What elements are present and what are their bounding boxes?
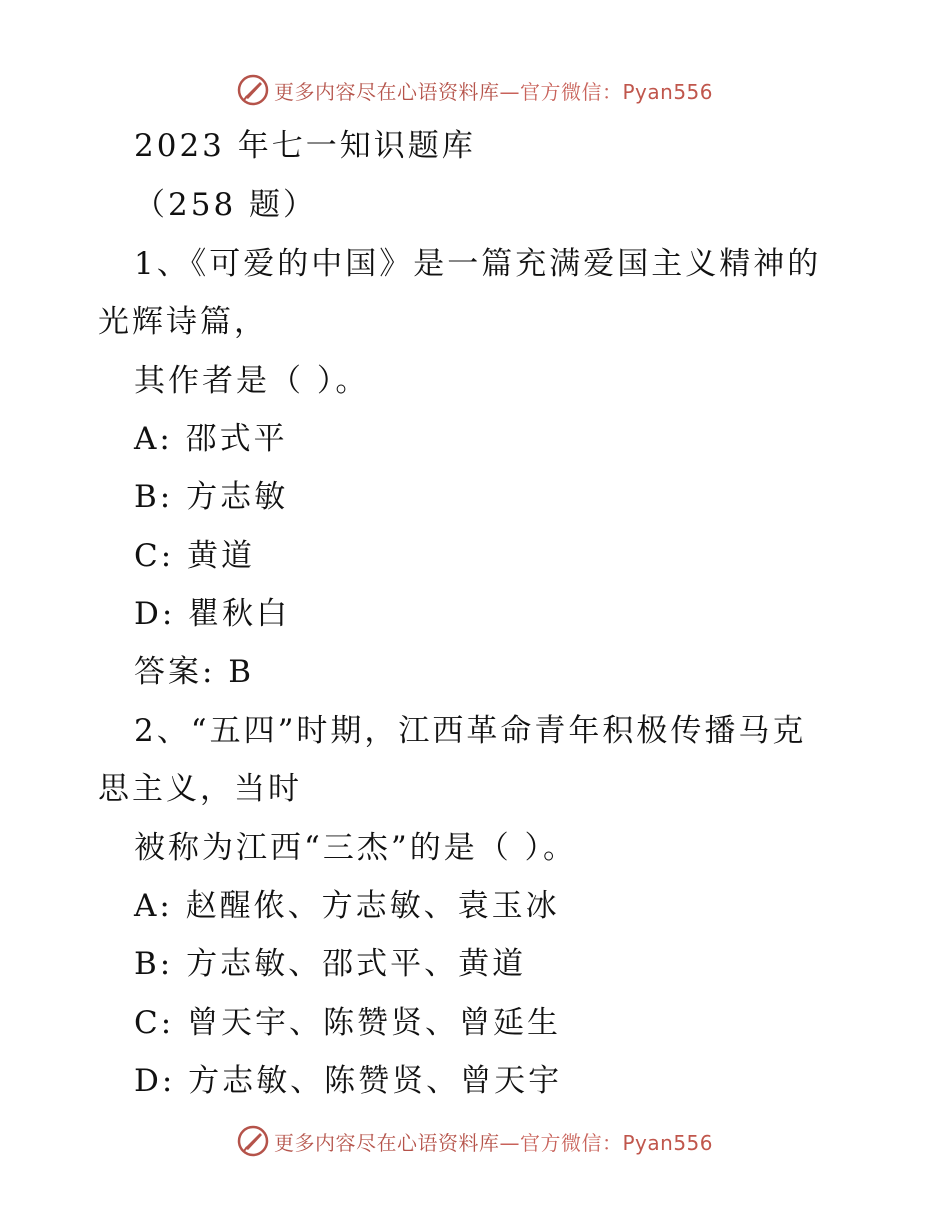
watermark-main: 更多内容尽在心语资料库 <box>274 1130 500 1155</box>
q1-answer: 答案: B <box>134 654 255 690</box>
watermark-banner-top <box>236 70 716 110</box>
quill-logo-icon <box>236 1124 270 1158</box>
watermark-text <box>274 1127 713 1156</box>
watermark-label: 官方微信： <box>520 1130 623 1155</box>
watermark-separator: — <box>499 79 520 104</box>
q2-stem-line2: 思主义，当时 <box>98 771 302 807</box>
watermark-main: 更多内容尽在心语资料库 <box>274 79 500 104</box>
q2-option-a: A: 赵醒侬、方志敏、袁玉冰 <box>134 888 560 924</box>
question-count: （258 题） <box>134 187 318 223</box>
q1-stem-line1: 1、《可爱的中国》是一篇充满爱国主义精神的 <box>134 246 822 282</box>
quill-logo-icon <box>236 73 270 107</box>
q1-option-b: B: 方志敏 <box>134 479 289 515</box>
q1-option-c: C: 黄道 <box>134 538 256 574</box>
q1-stem-line3: 其作者是（ ）。 <box>134 363 370 399</box>
q2-stem-line1: 2、“五四”时期，江西革命青年积极传播马克 <box>134 713 807 749</box>
watermark-account: Pyan556 <box>622 79 714 104</box>
q1-option-d: D: 瞿秋白 <box>134 596 291 632</box>
q1-stem-line2: 光辉诗篇， <box>98 304 268 340</box>
doc-title: 2023 年七一知识题库 <box>134 128 476 164</box>
q2-stem-line3: 被称为江西“三杰”的是（ ）。 <box>134 830 578 866</box>
watermark-label: 官方微信： <box>520 79 623 104</box>
q1-option-a: A: 邵式平 <box>134 421 288 457</box>
watermark-banner-bottom <box>236 1121 716 1161</box>
q2-option-c: C: 曾天宇、陈赞贤、曾延生 <box>134 1005 562 1041</box>
watermark-text <box>274 76 713 105</box>
watermark-separator: — <box>499 1130 520 1155</box>
q2-option-b: B: 方志敏、邵式平、黄道 <box>134 946 527 982</box>
watermark-account: Pyan556 <box>622 1130 714 1155</box>
q2-option-d: D: 方志敏、陈赞贤、曾天宇 <box>134 1063 563 1099</box>
